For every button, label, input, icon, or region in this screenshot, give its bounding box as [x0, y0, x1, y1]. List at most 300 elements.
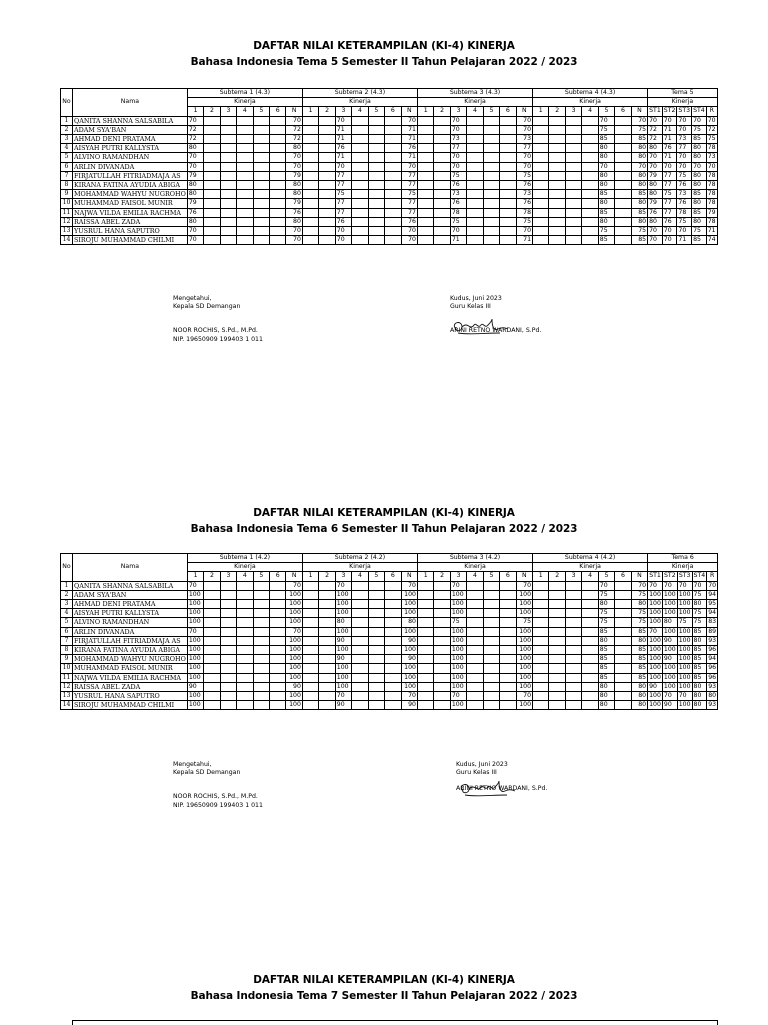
score-final-cell: 75 [631, 590, 647, 599]
empty-cell [253, 162, 269, 171]
empty-cell [270, 227, 286, 236]
empty-cell [500, 153, 516, 162]
empty-cell [352, 217, 368, 226]
empty-cell [615, 692, 631, 701]
empty-cell [385, 162, 401, 171]
empty-cell [368, 171, 384, 180]
empty-cell [253, 673, 269, 682]
table-row [61, 171, 718, 180]
score-cell: 100 [335, 682, 351, 691]
score-cell: 100 [335, 673, 351, 682]
col-header-number: 4 [352, 107, 368, 116]
tema-score-cell: 94 [708, 655, 717, 663]
col-header-tema: Tema 5 [648, 89, 718, 98]
table-row [61, 692, 718, 701]
empty-cell [565, 171, 581, 180]
empty-cell [615, 236, 631, 245]
tema-score-cell: 72 [707, 125, 716, 133]
score-final-cell: 100 [516, 664, 532, 673]
score-cell: 85 [598, 673, 614, 682]
col-header-number: 6 [615, 107, 631, 116]
sign-headmaster-role: Kepala SD Demangan [173, 303, 241, 311]
empty-cell [533, 199, 549, 208]
empty-cell [368, 162, 384, 171]
empty-cell [549, 673, 565, 682]
empty-cell [270, 171, 286, 180]
tema-score-cell: 100 [649, 618, 661, 626]
empty-cell [253, 153, 269, 162]
empty-cell [204, 153, 220, 162]
score-final-cell: 100 [286, 692, 302, 701]
tema-score-cell: 85 [692, 190, 707, 199]
score-final-cell: 100 [286, 636, 302, 645]
empty-cell [582, 162, 598, 171]
empty-cell [270, 144, 286, 153]
col-header-number: 1 [302, 107, 318, 116]
table-row [61, 135, 718, 144]
student-name: AISYAH PUTRI KALLYSTA [73, 144, 188, 153]
empty-cell [253, 144, 269, 153]
empty-cell [368, 236, 384, 245]
student-name: ADAM SYA'BAN [73, 590, 188, 599]
sign-headmaster-nip: NIP. 19650909 199403 1 011 [173, 801, 263, 809]
col-header-number: 3 [565, 107, 581, 116]
empty-cell [549, 227, 565, 236]
col-header-st: R [706, 107, 717, 116]
score-final-cell: 100 [401, 664, 417, 673]
score-final-cell: 80 [631, 144, 647, 153]
empty-cell [615, 590, 631, 599]
empty-cell [615, 199, 631, 208]
empty-cell [467, 673, 483, 682]
empty-cell [319, 153, 335, 162]
empty-cell [319, 655, 335, 664]
empty-cell [220, 673, 236, 682]
empty-cell [565, 199, 581, 208]
tema-score-cell: 71 [662, 135, 677, 144]
empty-cell [417, 636, 433, 645]
empty-cell [417, 208, 433, 217]
empty-cell [582, 236, 598, 245]
score-final-cell: 100 [516, 655, 532, 664]
tema-score-cell: 75 [692, 227, 707, 236]
score-cell: 80 [187, 144, 203, 153]
empty-cell [615, 609, 631, 618]
empty-cell [302, 190, 318, 199]
empty-cell [220, 181, 236, 190]
col-header-number: 5 [483, 572, 499, 581]
student-name: SIROJU MUHAMMAD CHILMI [73, 236, 188, 245]
empty-cell [352, 181, 368, 190]
empty-cell [417, 581, 433, 590]
score-cell: 85 [598, 655, 614, 664]
empty-cell [302, 171, 318, 180]
empty-cell [385, 144, 401, 153]
tema-score-cell: 77 [662, 208, 677, 217]
score-cell: 80 [598, 682, 614, 691]
empty-cell [417, 181, 433, 190]
empty-cell [385, 646, 401, 655]
empty-cell [319, 692, 335, 701]
empty-cell [368, 692, 384, 701]
score-cell: 70 [187, 227, 203, 236]
col-header-subtema: Subtema 2 (4.3) [302, 89, 417, 98]
score-final-cell: 77 [401, 199, 417, 208]
score-cell: 85 [598, 646, 614, 655]
empty-cell [615, 618, 631, 627]
empty-cell [352, 609, 368, 618]
tema-score-cell: 70 [677, 153, 692, 162]
row-number: 3 [61, 600, 73, 609]
tema-score-cell: 80 [692, 181, 707, 190]
table-row [61, 144, 718, 153]
empty-cell [302, 600, 318, 609]
empty-cell [319, 162, 335, 171]
empty-cell [237, 236, 253, 245]
tema-score-cell: 80 [692, 217, 707, 226]
score-cell: 85 [598, 208, 614, 217]
score-final-cell: 80 [286, 144, 302, 153]
empty-cell [582, 609, 598, 618]
tema-score-cell: 80 [648, 181, 663, 190]
empty-cell [385, 692, 401, 701]
empty-cell [270, 646, 286, 655]
empty-cell [483, 227, 499, 236]
score-cell: 100 [187, 673, 203, 682]
empty-cell [204, 227, 220, 236]
row-number: 13 [61, 227, 73, 236]
tema-score-cell: 70 [662, 581, 677, 590]
empty-cell [483, 692, 499, 701]
row-number: 1 [61, 116, 73, 125]
tema-score-cell: 70 [662, 116, 677, 125]
col-header-st: ST4 [693, 572, 706, 580]
score-final-cell: 100 [516, 673, 532, 682]
empty-cell [483, 618, 499, 627]
empty-cell [615, 125, 631, 134]
score-final-cell: 85 [631, 135, 647, 144]
row-number: 5 [61, 618, 73, 627]
empty-cell [270, 636, 286, 645]
score-final-cell: 90 [401, 701, 417, 710]
score-final-cell: 100 [286, 673, 302, 682]
tema-score-cell: 80 [692, 682, 707, 691]
empty-cell [565, 125, 581, 134]
empty-cell [302, 609, 318, 618]
empty-cell [467, 190, 483, 199]
col-header-number: 4 [582, 572, 598, 581]
empty-cell [467, 692, 483, 701]
score-final-cell: 75 [401, 190, 417, 199]
score-final-cell: 100 [401, 673, 417, 682]
empty-cell [533, 609, 549, 618]
empty-cell [253, 125, 269, 134]
score-cell: 71 [335, 125, 351, 134]
empty-cell [582, 181, 598, 190]
tema-score-cell: 100 [678, 673, 691, 681]
student-name: NAJWA VILDA EMILIA RACHMA [73, 208, 188, 217]
row-number: 12 [61, 217, 73, 226]
score-final-cell: 71 [516, 236, 532, 245]
score-final-cell: 80 [631, 701, 647, 710]
doc-title: DAFTAR NILAI KETERAMPILAN (KI-4) KINERJA [253, 40, 515, 52]
score-final-cell: 70 [286, 236, 302, 245]
empty-cell [237, 171, 253, 180]
empty-cell [500, 692, 516, 701]
empty-cell [582, 190, 598, 199]
tema-score-cell: 71 [677, 236, 692, 245]
empty-cell [434, 618, 450, 627]
student-name: FIRJATULLAH FITRIADMAJA AS [73, 171, 188, 180]
empty-cell [237, 581, 253, 590]
sign-headmaster-name: NOOR ROCHIS, S.Pd., M.Pd. [173, 327, 258, 335]
section-tema-6 [0, 505, 768, 537]
empty-cell [483, 144, 499, 153]
empty-cell [253, 636, 269, 645]
col-header-kinerja: Kinerja [533, 98, 648, 107]
empty-cell [253, 227, 269, 236]
empty-cell [483, 236, 499, 245]
empty-cell [302, 153, 318, 162]
empty-cell [220, 199, 236, 208]
empty-cell [434, 701, 450, 710]
empty-cell [533, 627, 549, 636]
score-final-cell: 73 [516, 190, 532, 199]
student-name: ALVINO RAMANDHAN [73, 618, 188, 627]
score-final-cell: 76 [401, 144, 417, 153]
score-cell: 100 [335, 646, 351, 655]
score-final-cell: 100 [516, 609, 532, 618]
score-final-cell: 75 [631, 618, 647, 627]
doc-title: DAFTAR NILAI KETERAMPILAN (KI-4) KINERJA [253, 507, 515, 519]
student-name: ARLIN DIVANADA [73, 162, 188, 171]
empty-cell [615, 664, 631, 673]
empty-cell [434, 682, 450, 691]
empty-cell [582, 227, 598, 236]
student-name: MOHAMMAD WAHYU NUGROHO [74, 190, 186, 199]
empty-cell [302, 144, 318, 153]
tema-score-cell: 85 [692, 664, 707, 673]
empty-cell [417, 116, 433, 125]
table-row [61, 125, 718, 134]
table-row [61, 199, 718, 208]
empty-cell [549, 236, 565, 245]
empty-cell [237, 600, 253, 609]
empty-cell [368, 682, 384, 691]
student-name: AHMAD DENI PRATAMA [73, 600, 188, 609]
empty-cell [500, 682, 516, 691]
score-cell: 78 [450, 208, 466, 217]
empty-cell [253, 208, 269, 217]
empty-cell [483, 116, 499, 125]
col-header-number: 4 [237, 107, 253, 116]
tema-score-cell: 100 [678, 664, 691, 672]
score-final-cell: 80 [631, 217, 647, 226]
tema-score-cell: 77 [662, 181, 677, 190]
col-header-subtema: Subtema 1 (4.3) [187, 89, 302, 98]
empty-cell [467, 646, 483, 655]
empty-cell [434, 590, 450, 599]
tema-score-cell: 80 [692, 636, 707, 645]
empty-cell [319, 199, 335, 208]
empty-cell [352, 636, 368, 645]
score-final-cell: 70 [516, 125, 532, 134]
empty-cell [385, 664, 401, 673]
empty-cell [368, 227, 384, 236]
empty-cell [467, 581, 483, 590]
col-header-number: 2 [549, 107, 565, 116]
empty-cell [533, 208, 549, 217]
tema-score-cell: 78 [707, 144, 716, 152]
empty-cell [582, 208, 598, 217]
col-header-number: N [516, 107, 532, 116]
score-cell: 76 [335, 217, 351, 226]
score-final-cell: 100 [401, 627, 417, 636]
empty-cell [533, 618, 549, 627]
empty-cell [352, 190, 368, 199]
score-final-cell: 70 [286, 581, 302, 590]
empty-cell [467, 217, 483, 226]
empty-cell [533, 153, 549, 162]
tema-score-cell: 70 [648, 236, 663, 245]
empty-cell [270, 236, 286, 245]
empty-cell [434, 135, 450, 144]
col-header-number: 5 [253, 572, 269, 581]
empty-cell [270, 609, 286, 618]
empty-cell [253, 600, 269, 609]
signature-block-left [173, 761, 263, 810]
empty-cell [533, 227, 549, 236]
empty-cell [549, 181, 565, 190]
empty-cell [204, 116, 220, 125]
empty-cell [417, 646, 433, 655]
row-number: 4 [61, 144, 73, 153]
empty-cell [220, 682, 236, 691]
table-row [61, 618, 718, 627]
empty-cell [220, 153, 236, 162]
col-header-tema: Tema 6 [648, 554, 718, 563]
empty-cell [302, 199, 318, 208]
tema-score-cell: 85 [692, 208, 707, 217]
col-header-number: 3 [335, 107, 351, 116]
tema-score-cell: 90 [648, 682, 663, 691]
empty-cell [319, 208, 335, 217]
empty-cell [237, 227, 253, 236]
empty-cell [352, 116, 368, 125]
row-number: 11 [61, 673, 73, 682]
empty-cell [549, 590, 565, 599]
empty-cell [352, 692, 368, 701]
sign-known-label: Mengetahui, [173, 295, 212, 302]
tema-score-cell: 78 [707, 181, 716, 189]
empty-cell [417, 701, 433, 710]
col-header-name: Nama [73, 89, 188, 117]
empty-cell [434, 217, 450, 226]
sign-headmaster-nip: NIP. 19650909 199403 1 011 [173, 335, 263, 343]
empty-cell [352, 600, 368, 609]
empty-cell [500, 600, 516, 609]
doc-subtitle: Bahasa Indonesia Tema 6 Semester II Tahun Pelajaran 2022 / 2023 [190, 523, 578, 535]
score-final-cell: 100 [286, 600, 302, 609]
score-final-cell: 72 [286, 135, 302, 144]
tema-score-cell: 100 [649, 701, 661, 709]
empty-cell [434, 144, 450, 153]
col-header-st: R [707, 572, 718, 581]
score-final-cell: 76 [401, 217, 417, 226]
empty-cell [549, 581, 565, 590]
row-number: 14 [61, 701, 73, 710]
empty-cell [582, 701, 598, 710]
empty-cell [253, 581, 269, 590]
col-header-subtema: Subtema 4 (4.2) [533, 554, 648, 563]
row-number: 12 [61, 682, 73, 691]
score-final-cell: 100 [516, 590, 532, 599]
tema-score-cell: 80 [648, 144, 663, 153]
empty-cell [368, 135, 384, 144]
empty-cell [220, 692, 236, 701]
student-name: KIRANA FATINA AYUDIA ABIGA [73, 646, 188, 655]
empty-cell [352, 581, 368, 590]
score-cell: 100 [187, 664, 203, 673]
col-header-no: No [61, 554, 73, 582]
table-row [61, 646, 718, 655]
empty-cell [615, 153, 631, 162]
col-header-number: N [401, 107, 417, 116]
empty-cell [417, 171, 433, 180]
score-cell: 70 [335, 227, 351, 236]
tema-score-cell: 75 [692, 609, 707, 618]
empty-cell [483, 646, 499, 655]
empty-cell [302, 227, 318, 236]
empty-cell [253, 171, 269, 180]
empty-cell [417, 227, 433, 236]
score-cell: 100 [187, 692, 203, 701]
score-final-cell: 78 [516, 208, 532, 217]
empty-cell [434, 208, 450, 217]
table-row [61, 682, 718, 691]
score-final-cell: 100 [516, 646, 532, 655]
empty-cell [615, 116, 631, 125]
tema-score-cell: 75 [692, 618, 707, 627]
tema-score-cell: 76 [677, 199, 692, 208]
empty-cell [533, 646, 549, 655]
table-row [61, 664, 718, 673]
col-header-number: 1 [302, 572, 318, 581]
empty-cell [319, 217, 335, 226]
tema-score-cell: 70 [662, 692, 677, 701]
empty-cell [204, 217, 220, 226]
empty-cell [352, 199, 368, 208]
score-cell: 75 [335, 190, 351, 199]
empty-cell [302, 236, 318, 245]
score-final-cell: 75 [516, 217, 532, 226]
score-final-cell: 77 [401, 171, 417, 180]
score-cell: 80 [598, 181, 614, 190]
score-cell: 80 [598, 153, 614, 162]
empty-cell [253, 655, 269, 664]
score-final-cell: 70 [401, 581, 417, 590]
tema-score-cell: 83 [708, 618, 717, 626]
score-final-cell: 75 [631, 227, 647, 236]
empty-cell [204, 590, 220, 599]
empty-cell [500, 236, 516, 245]
tema-score-cell: 76 [648, 208, 663, 217]
empty-cell [434, 636, 450, 645]
score-final-cell: 70 [286, 153, 302, 162]
sign-headmaster-role: Kepala SD Demangan [173, 769, 241, 777]
empty-cell [615, 701, 631, 710]
score-cell: 100 [187, 618, 203, 627]
